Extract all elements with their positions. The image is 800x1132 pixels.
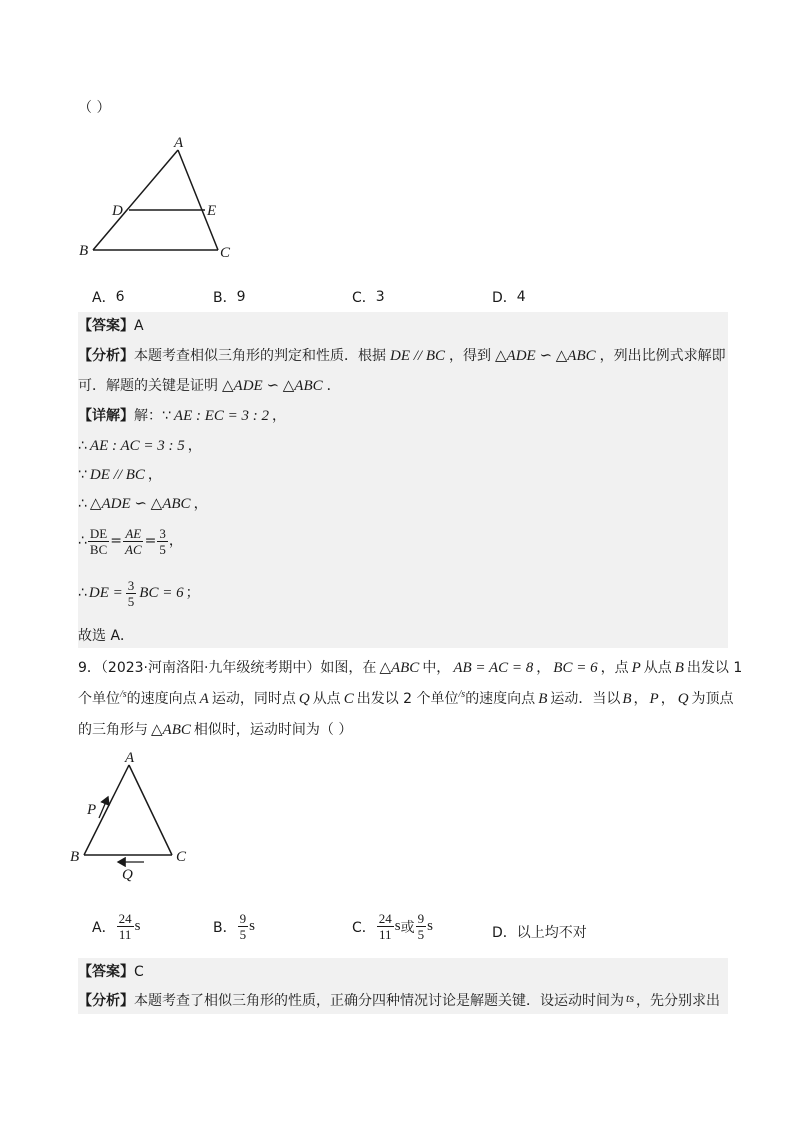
triangle-ade-figure — [70, 135, 250, 265]
q9-analysis-line: 【分析】 本题考查了相似三角形的性质，正确分四种情况讨论是解题关键．设运动时间为 ts ，先分别求出 — [78, 991, 721, 1009]
analysis-line-2: 可．解题的关键是证明 △ADE ∽ △ABC ． — [78, 378, 341, 394]
triangle-abc-figure — [66, 748, 206, 888]
choose-line: 故选 A． — [78, 628, 135, 644]
detail-line-3: ∵ DE // BC ， — [78, 467, 162, 483]
q9-option-d: D． 以上均不对 — [492, 925, 587, 941]
analysis-line-1: 【分析】 本题考查相似三角形的判定和性质．根据 DE // BC ，得到 △ADE ∽ △ABC ，列出比例式求解即 — [78, 348, 726, 364]
option-a: A． 6 — [92, 289, 125, 306]
answer-blank: （ ） — [78, 100, 111, 116]
fraction-de-bc: $\frac{DE}{BC}$ — [89, 525, 108, 557]
detail-line-5: ∴ $\frac{DE}{BC}$ = $\frac{AE}{AC}$ = $\frac{3}{5}$ ， — [78, 525, 183, 557]
q9-option-b: B． $\frac{9}{5}$ s — [213, 911, 255, 942]
fraction-ae-ac: $\frac{AE}{AC}$ — [125, 525, 142, 557]
q9-option-c: C． $\frac{24}{11}$ s 或 $\frac{9}{5}$ s — [352, 911, 433, 942]
label-a: A — [174, 135, 184, 151]
option-b: B． 9 — [213, 289, 246, 306]
label-e: E — [207, 203, 217, 219]
label-p: P — [87, 802, 97, 818]
label-b: B — [79, 243, 89, 259]
answer-line: 【答案】 A — [78, 318, 144, 334]
detail-line-1: 【详解】 解：∵ AE : EC = 3 : 2 ， — [78, 408, 287, 424]
option-d: D． 4 — [492, 289, 526, 306]
label-q: Q — [122, 867, 133, 883]
label-b: B — [70, 849, 80, 865]
q9-option-a: A． $\frac{24}{11}$ s — [92, 911, 141, 942]
label-d: D — [112, 203, 123, 219]
detail-line-6: ∴ DE = $\frac{3}{5}$ BC = 6 ； — [78, 577, 200, 609]
option-c: C． 3 — [352, 289, 385, 306]
label-c: C — [220, 245, 231, 261]
label-a: A — [125, 750, 135, 766]
q9-line-2: 个单位 /s 的速度向点 A 运动，同时点 Q 从点 C 出发以 2 个单位 /s 的速度向点 B 运动．当以 B ， P ， Q 为顶点 — [78, 689, 734, 707]
detail-line-4: ∴ △ADE ∽ △ABC ， — [78, 496, 208, 512]
fraction-3-5-b: $\frac{3}{5}$ — [127, 577, 135, 609]
q9-answer-line: 【答案】 C — [78, 964, 144, 980]
label-c: C — [176, 849, 187, 865]
detail-line-2: ∴ AE : AC = 3 : 5 ， — [78, 438, 202, 454]
fraction-3-5: $\frac{3}{5}$ — [159, 525, 166, 557]
q9-line-3: 的三角形与 △ABC 相似时，运动时间为（ ） — [78, 722, 353, 738]
q9-line-1: 9．（2023·河南洛阳·九年级统考期中）如图，在 △ABC 中， AB = AC = 8 ， BC = 6 ，点 P 从点 B 出发以 1 — [78, 660, 743, 676]
